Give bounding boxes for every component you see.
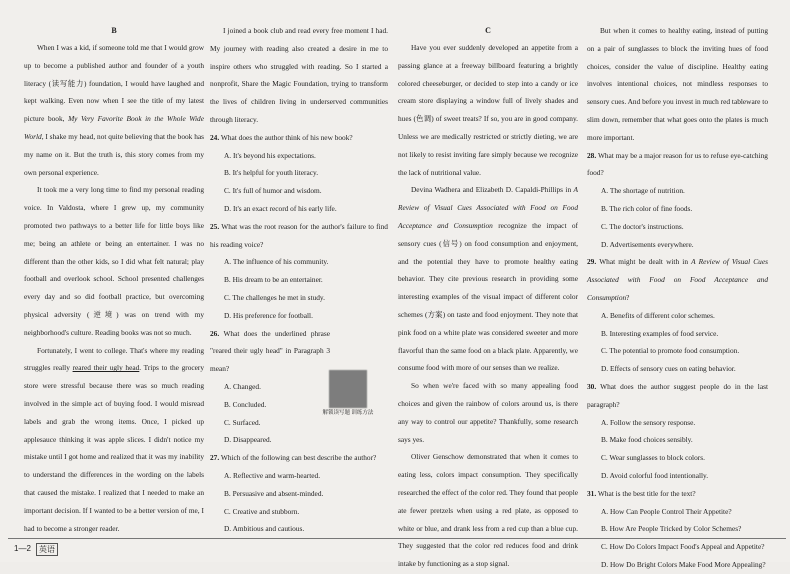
option: B. How Are People Tricked by Color Schemes? xyxy=(601,524,742,534)
question-30: 30. What does the author suggest people do in the last paragraph? A. Follow the sensory response. B. Make food choices sensibly. C. Wear sunglasses to block colors. D. Avoid colorful food intentionally. xyxy=(587,378,768,485)
option: A. Benefits of different color schemes. xyxy=(601,310,715,320)
passage-c-column xyxy=(398,22,578,573)
option: A. Follow the sensory response. xyxy=(601,417,696,427)
option: B. It's helpful for youth literacy. xyxy=(224,168,319,178)
book-title: My Very Favorite Book in the Whole Wide World xyxy=(24,114,204,141)
passage-c-paragraph-2: Devina Wadhera and Elizabeth D. Capaldi-Phillips in A Review of Visual Cues Associated with Food on Food Acceptance and Consumption recognize the impact of sensory cues (信号) on food consumption and enjoyment, and the potential they have to promote healthy eating behavior. They cite previous research in providing some interesting examples of the visual impact of different color schemes (方案) on taste and food enjoyment. They note that pink food on a white plate was considered sweeter and more flavorful than the same food on a black plate. Apparently, we consume food with more of our senses than we realize. xyxy=(398,185,578,373)
qr-caption: 解锁读写题 训练方法 xyxy=(322,410,374,416)
passage-c-paragraph-1: Have you ever suddenly developed an appetite from a passing glance at a freeway billboard featuring a brightly colored cheeseburger, or decided to step into a candy or ice cream store displaying a window full of lively shades and hues (色调) of sweet treats? If so, you are in good company. Unless we are medically restricted or strictly dieting, we are not likely to resist inviting fare simply because we recognize the lack of nutritional value. xyxy=(398,43,578,177)
option: A. How Can People Control Their Appetite? xyxy=(601,506,732,516)
option: D. Avoid colorful food intentionally. xyxy=(601,470,709,480)
passage-b-paragraph-3: Fortunately, I went to college. That's where my reading struggles really reared their ugly head. Trips to the grocery store were stressful because there was so much reading involved in the simple act of buying food. I would misread labels and grab the wrong items. Once, I picked up applesauce thinking it was apple slices. I didn't notice my mistake until I got home and realized that it was my inability to understand the differences in the wording on the labels that caused the mistake. I realized that I needed to make an important decision. If I wanted to be a better version of me, I had to become a stronger reader. xyxy=(24,345,205,533)
option: B. The rich color of fine foods. xyxy=(601,203,693,213)
option: D. Advertisements everywhere. xyxy=(601,239,694,249)
question-29: 29. What might be dealt with in A Review of Visual Cues Associated with Food on Food Acceptance and Consumption? A. Benefits of different color schemes. B. Interesting examples of food service. C. The potential to promote food consumption. D. Effects of sensory cues on eating behavior. xyxy=(587,253,768,378)
option: C. How Do Colors Impact Food's Appeal and Appetite? xyxy=(601,542,765,552)
option: A. It's beyond his expectations. xyxy=(224,150,316,160)
passage-b-continued-column xyxy=(210,22,388,538)
passage-b-paragraph-1: When I was a kid, if someone told me that I would grow up to become a published author and founder of a youth literacy (读写能力) foundation, I would have laughed and kept walking. Even now when I see the title of my latest picture book, My Very Favorite Book in the Whole Wide World, I shake my head, not quite believing that the book has my name on it. But the truth is, this story comes from my own personal experience. xyxy=(24,43,204,177)
option: D. Ambitious and cautious. xyxy=(224,524,305,534)
option: B. Concluded. xyxy=(224,399,267,409)
passage-c-paragraph-3: So when we're faced with so many appealing food choices and given the rainbow of colors around us, is there any way to control our appetite? Thankfully, some research says yes. xyxy=(398,381,578,444)
passage-b-paragraph-2: It took me a very long time to find my personal reading voice. In Valdosta, where I grew up, my community promoted two pathways to a better life for little boys like me; being an athlete or being an entertainer. I was no different than the other kids, so I did what felt natural; play football and overlook school. School presented challenges every day and so did football practice, but overcoming physical adversity (逆境) was on trend with my neighborhood's culture. Reading books was not so much. xyxy=(24,185,204,337)
option: C. Wear sunglasses to block colors. xyxy=(601,453,705,463)
underlined-phrase: reared their ugly head xyxy=(72,363,140,373)
option: A. Changed. xyxy=(224,381,261,391)
question-28: 28. What may be a major reason for us to refuse eye-catching food? A. The shortage of nutrition. B. The rich color of fine foods. C. The doctor's instructions. D. Advertisements everywhere. xyxy=(587,147,768,254)
page-footer xyxy=(8,538,786,561)
question-25: 25. What was the root reason for the author's failure to find his reading voice? A. The influence of his community. B. His dream to be an entertainer. C. The challenges he met in study. D. His preference for football. xyxy=(210,218,388,325)
passage-c-continued-column xyxy=(587,22,768,574)
question-24: 24. What does the author think of his new book? A. It's beyond his expectations. B. It's helpful for youth literacy. C. It's full of humor and wisdom. D. It's an exact record of his early life. xyxy=(210,129,388,218)
option: B. His dream to be an entertainer. xyxy=(224,275,323,285)
option: C. The challenges he met in study. xyxy=(224,292,325,302)
option: C. It's full of humor and wisdom. xyxy=(224,186,322,196)
option: D. How Do Bright Colors Make Food More Appealing? xyxy=(601,559,766,569)
passage-b-paragraph-4: I joined a book club and read every free moment I had. My journey with reading also created a desire in me to inspire others who struggled with reading. So I started a nonprofit, Share the Magic Foundation, trying to transform the lives of children living in underserved communities through literacy. xyxy=(210,26,388,124)
passage-c-paragraph-4: Oliver Genschow demonstrated that when it comes to eating less, colors impact consumption. They specifically researched the effect of the color red. They found that people ate fewer pretzels when using a red plate, as opposed to white or blue, and drank less from a red cup than a blue cup. They suggested that the color red reduces food and drink intake by functioning as a stop signal. xyxy=(398,452,578,569)
question-27: 27. Which of the following can best describe the author? A. Reflective and warm-hearted. B. Persuasive and absent-minded. C. Creative and stubborn. D. Ambitious and cautious. xyxy=(210,449,388,538)
qr-code[interactable] xyxy=(329,370,367,408)
subject-label: 英语 xyxy=(36,543,58,556)
option: B. Interesting examples of food service. xyxy=(601,328,719,338)
option: B. Make food choices sensibly. xyxy=(601,435,693,445)
passage-b-title: B xyxy=(111,26,117,35)
option: B. Persuasive and absent-minded. xyxy=(224,488,324,498)
option: D. It's an exact record of his early life. xyxy=(224,203,337,213)
option: D. Disappeared. xyxy=(224,435,272,445)
option: D. Effects of sensory cues on eating behavior. xyxy=(601,364,736,374)
option: C. Surfaced. xyxy=(224,417,261,427)
question-31: 31. What is the best title for the text? A. How Can People Control Their Appetite? B. How Are People Tricked by Color Schemes? C. How Do Colors Impact Food's Appeal and Appetite? D. How Do Bright Colors Make Food More Appealing? xyxy=(587,485,768,574)
option: D. His preference for football. xyxy=(224,310,313,320)
option: C. Creative and stubborn. xyxy=(224,506,300,516)
option: A. Reflective and warm-hearted. xyxy=(224,470,321,480)
review-title: A Review of Visual Cues Associated with Food on Food Acceptance and Consumption xyxy=(398,185,578,230)
passage-c-paragraph-5: But when it comes to healthy eating, instead of putting on a pair of sunglasses to block the inviting hues of food choices, consider the value of discipline. Healthy eating involves intentional choices, not mindless responses to sensory cues. And before you invest in much red tableware to slim down, remember that what goes onto the plates is much more important. xyxy=(587,26,768,142)
option: C. The doctor's instructions. xyxy=(601,221,684,231)
page-number: 1—2 xyxy=(14,544,31,553)
passage-b-column xyxy=(24,22,204,537)
question-26: 26. What does the underlined phrase "reared their ugly head" in Paragraph 3 mean? A. Changed. B. Concluded. C. Surfaced. D. Disappeared. xyxy=(210,325,388,450)
passage-c-title: C xyxy=(485,26,491,35)
option: C. The potential to promote food consumption. xyxy=(601,346,740,356)
option: A. The shortage of nutrition. xyxy=(601,186,685,196)
option: A. The influence of his community. xyxy=(224,257,329,267)
